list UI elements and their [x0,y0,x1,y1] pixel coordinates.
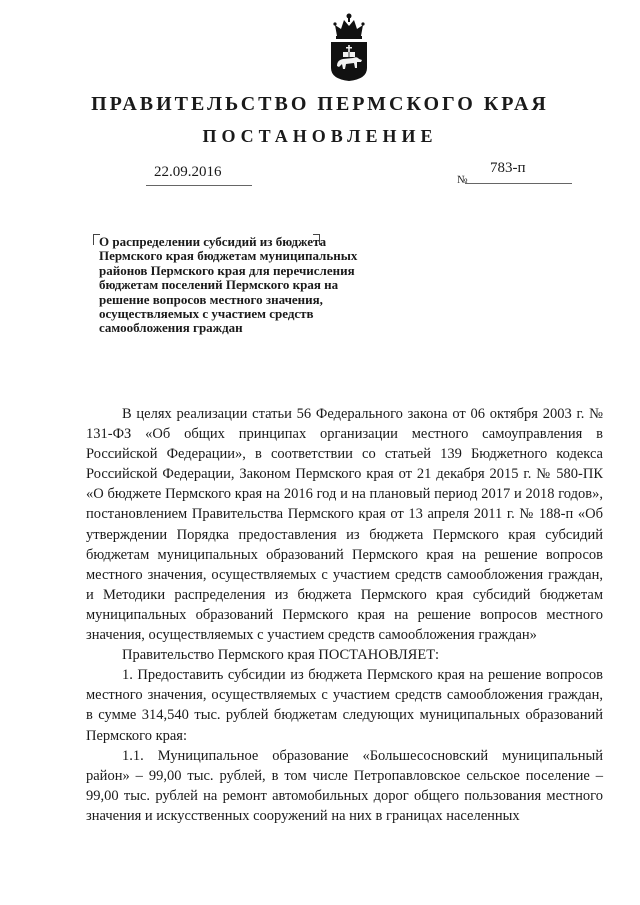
document-type: ПОСТАНОВЛЕНИЕ [202,126,438,146]
document-body [86,404,603,826]
perm-krai-coat-of-arms-icon [326,12,372,82]
document-subject: О распределении субсидий из бюджета Пермского края бюджетам муниципальных районов Пермского края для перечисления бюджетам поселений Пермского края на решение вопросов местного значения, осуществляемых с участием средств самообложения граждан [99,234,358,336]
preamble-paragraph: В целях реализации статьи 56 Федерального закона от 06 октября 2003 г. № 131-ФЗ «Об общих принципах организации местного самоуправления в Российской Федерации», в соответствии со статьей 139 Бюджетного кодекса Российской Федерации, Законом Пермского края от 21 декабря 2015 г. № 580-ПК «О бюджете Пермского края на 2016 год и на плановый период 2017 и 2018 годов», постановлением Правительства Пермского края от 13 апреля 2011 г. № 188-п «Об утверждении Порядка предоставления из бюджета Пермского края субсидий бюджетам муниципальных образований Пермского края на решение вопросов местного значения, осуществляемых с участием средств самообложения граждан, и Методики распределения из бюджета Пермского края субсидий бюджетам муниципальных образований Пермского края на решение вопросов местного значения, осуществляемых с участием средств самообложения граждан» [86,406,603,644]
number-underline [465,183,572,184]
resolution-paragraph: Правительство Пермского края ПОСТАНОВЛЯЕТ: [122,647,440,664]
document-date: 22.09.2016 [154,164,222,180]
date-underline [146,185,252,186]
number-label: № [457,174,468,186]
clause-1-paragraph: 1. Предоставить субсидии из бюджета Пермского края на решение вопросов местного значения, осуществляемых с участием средств самообложения граждан, в сумме 314,540 тыс. рублей бюджетам следующих муниципальных образований Пермского края: [86,667,603,744]
government-title: ПРАВИТЕЛЬСТВО ПЕРМСКОГО КРАЯ [91,93,549,115]
document-number: 783-п [490,160,526,176]
clause-1-1-paragraph: 1.1. Муниципальное образование «Большесосновский муниципальный район» – 99,00 тыс. рублей, в том числе Петропавловское сельское поселение – 99,00 тыс. рублей на ремонт автомобильных дорог общего пользования местного значения и искусственных сооружений на них в границах населенных [86,747,603,824]
